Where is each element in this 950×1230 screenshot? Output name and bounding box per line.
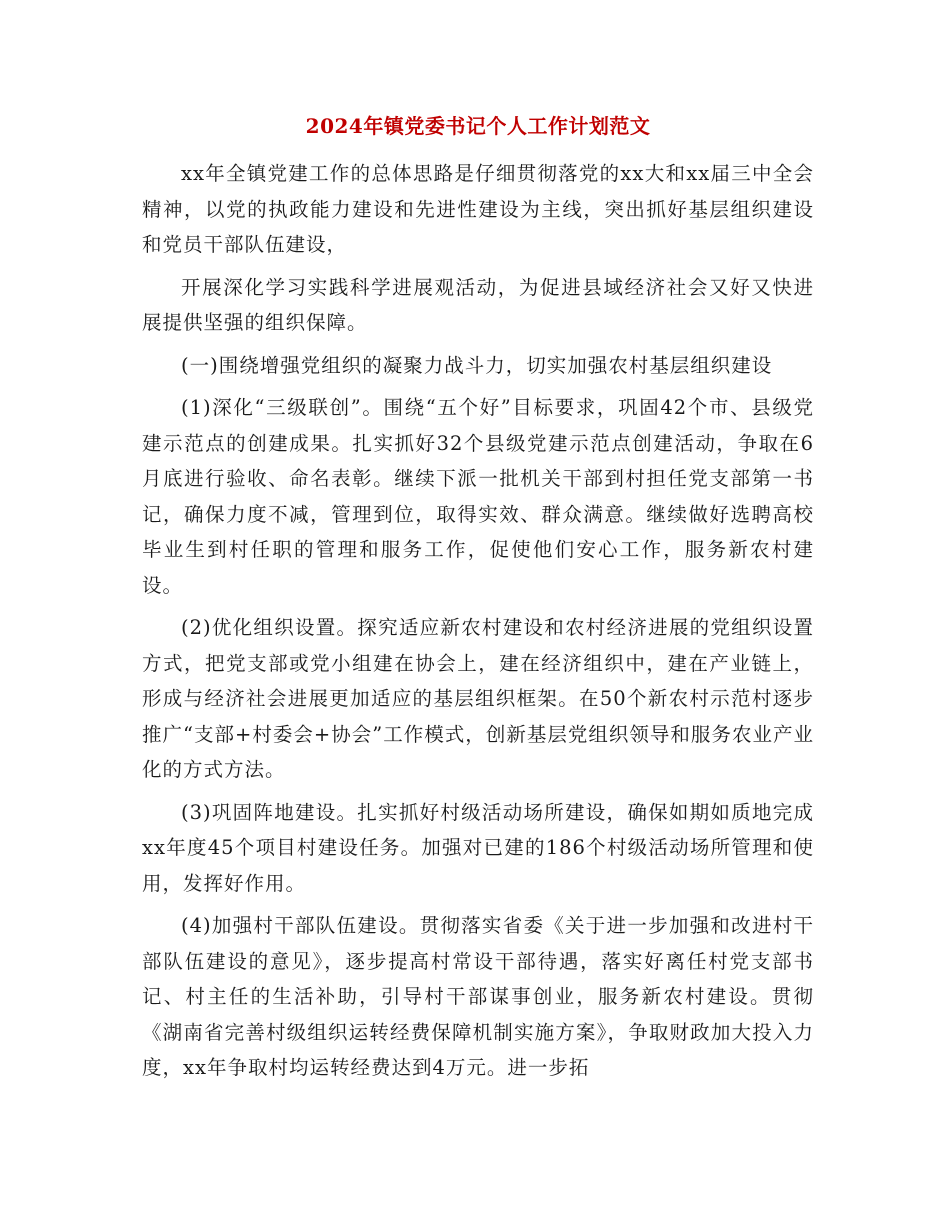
document-title: 2024年镇党委书记个人工作计划范文 — [305, 114, 651, 138]
paragraph-item-4: (4)加强村干部队伍建设。贯彻落实省委《关于进一步加强和改进村干部队伍建设的意见》，逐步提高村常设干部待遇，落实好离任村党支部书记、村主任的生活补助，引导村干部谋事创业，服务新农村建设。贯彻《湖南省完善村级组织运转经费保障机制实施方案》，争取财政加大投入力度，xx年争取村均运转经费达到4万元。进一步拓 — [142, 914, 814, 1079]
paragraph-item-2: (2)优化组织设置。探究适应新农村建设和农村经济进展的党组织设置方式，把党支部或党小组建在协会上，建在经济组织中，建在产业链上，形成与经济社会进展更加适应的基层组织框架。在50个新农村示范村逐步推广“支部+村委会+协会”工作模式，创新基层党组织领导和服务农业产业化的方式方法。 — [142, 616, 814, 781]
paragraph-item-3: (3)巩固阵地建设。扎实抓好村级活动场所建设，确保如期如质地完成xx年度45个项目村建设任务。加强对已建的186个村级活动场所管理和使用，发挥好作用。 — [142, 800, 814, 895]
paragraph-intro: xx年全镇党建工作的总体思路是仔细贯彻落党的xx大和xx届三中全会精神，以党的执政能力建设和先进性建设为主线，突出抓好基层组织建设和党员干部队伍建设， — [142, 162, 814, 256]
section-heading-1: (一)围绕增强党组织的凝聚力战斗力，切实加强农村基层组织建设 — [181, 353, 773, 377]
paragraph-activity: 开展深化学习实践科学进展观活动，为促进县域经济社会又好又快进展提供坚强的组织保障。 — [142, 275, 814, 334]
document-page — [142, 112, 814, 1086]
paragraph-item-1: (1)深化“三级联创”。围绕“五个好”目标要求，巩固42个市、县级党建示范点的创建成果。扎实抓好32个县级党建示范点创建活动，争取在6月底进行验收、命名表彰。继续下派一批机关干部到村担任党支部第一书记，确保力度不减，管理到位，取得实效、群众满意。继续做好选聘高校毕业生到村任职的管理和服务工作，促使他们安心工作，服务新农村建设。 — [142, 396, 814, 597]
